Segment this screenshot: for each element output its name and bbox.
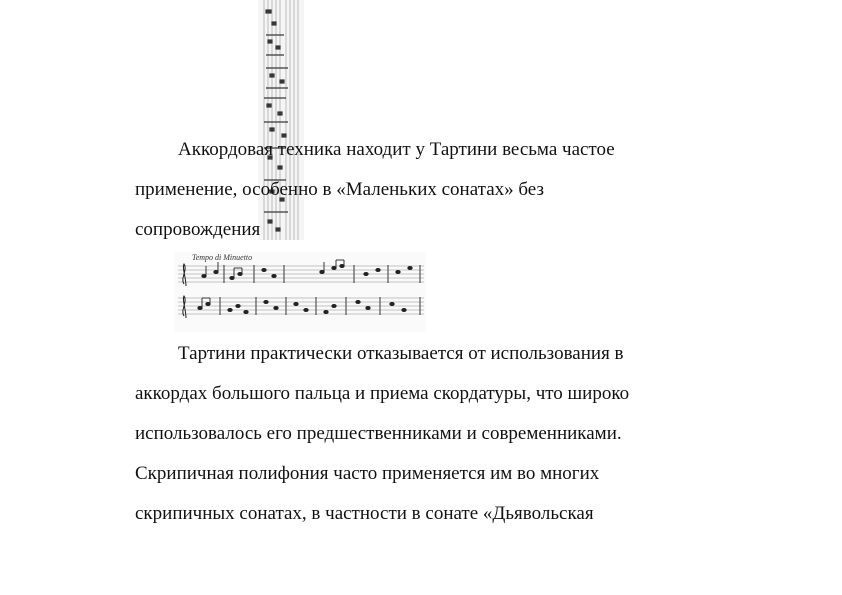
paragraph-2: [135, 334, 735, 534]
paragraph-2-line-4: Скрипичная полифония часто применяется им во многих: [135, 463, 600, 484]
paragraph-2-line-5: скрипичных сонатах, в частности в сонате «Дьявольская: [135, 503, 594, 524]
paragraph-2-line-3: использовалось его предшественниками и современниками.: [135, 423, 622, 444]
paragraph-1: [135, 130, 735, 250]
paragraph-2-line-1: Тартини практически отказывается от использования в: [178, 343, 624, 364]
tempo-marking: Tempo di Minuetto: [192, 253, 253, 262]
music-excerpt-image: [174, 252, 426, 332]
paragraph-1-line-2: применение, особенно в «Маленьких сонатах» без: [135, 179, 544, 200]
paragraph-2-line-2: аккордах большого пальца и приема скордатуры, что широко: [135, 383, 630, 404]
paragraph-1-line-3: сопровождения: [135, 219, 261, 240]
paragraph-1-line-1: Аккордовая техника находит у Тартини весьма частое: [178, 139, 615, 160]
